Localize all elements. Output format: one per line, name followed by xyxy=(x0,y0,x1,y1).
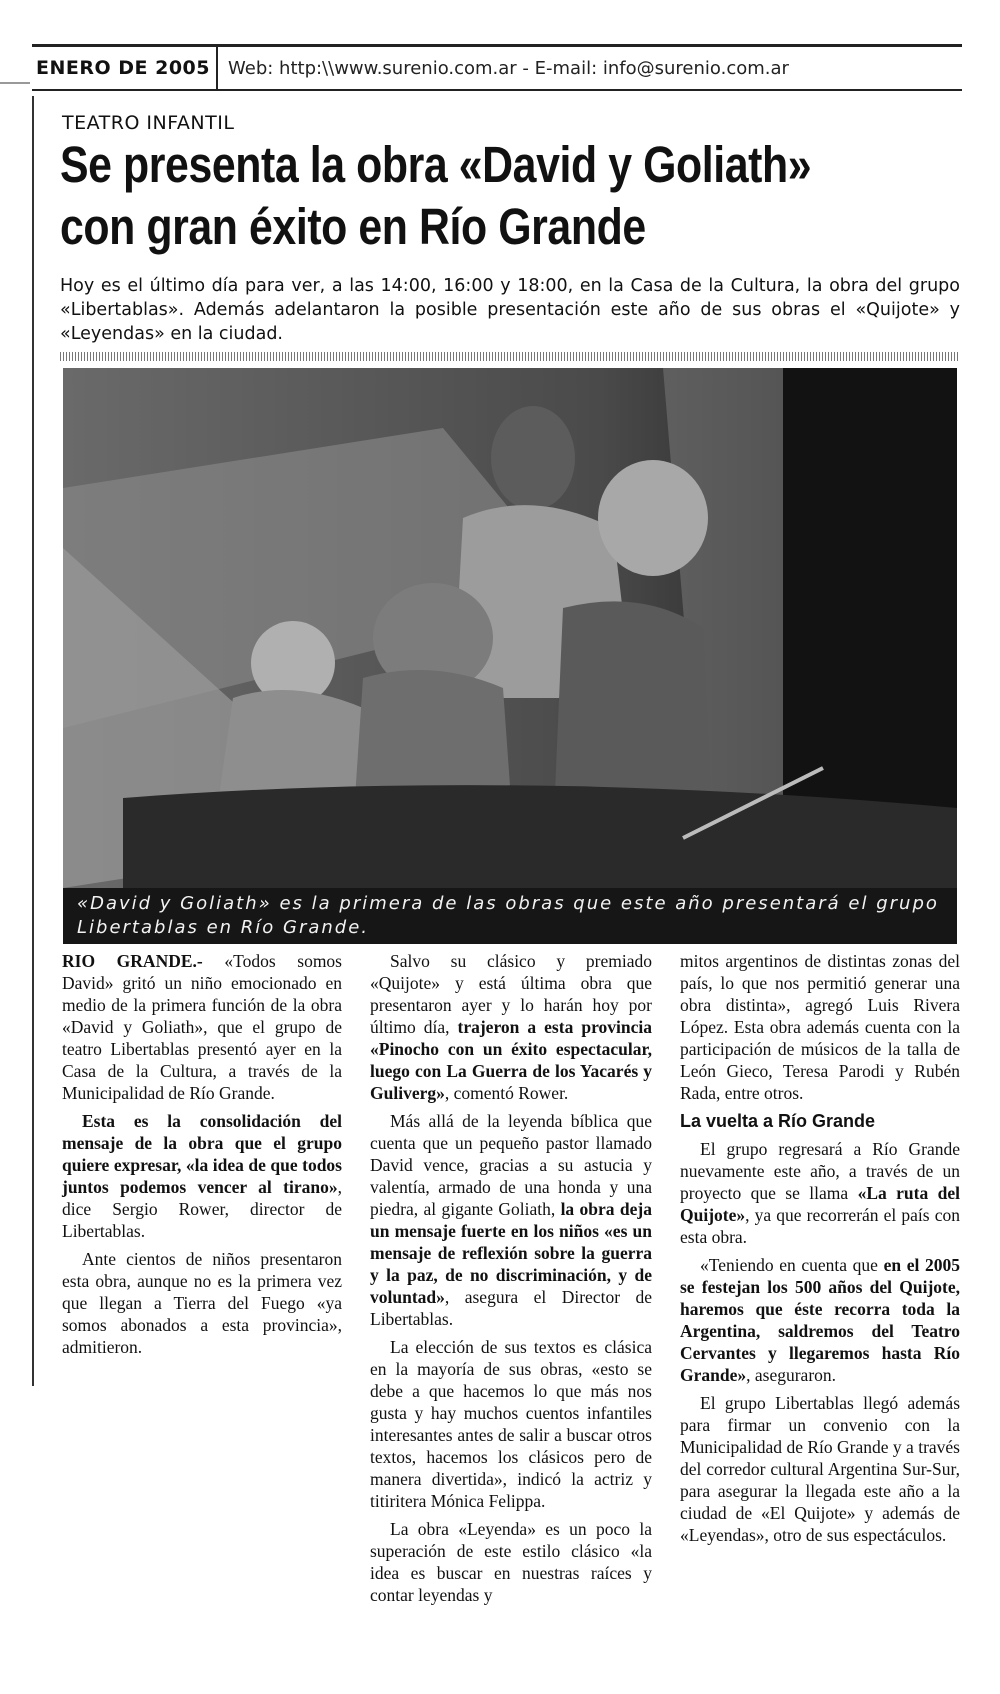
paragraph xyxy=(680,1138,960,1248)
headline-line-2: con gran éxito en Río Grande xyxy=(60,198,646,255)
paragraph xyxy=(62,1110,342,1242)
dotted-rule xyxy=(60,352,960,361)
headline-line-1: Se presenta la obra «David y Goliath» xyxy=(60,136,812,193)
web-contact: Web: http:\\www.surenio.com.ar - E-mail: info@surenio.com.ar xyxy=(228,57,789,79)
bold-text: trajeron a esta provincia «Pinocho con un éxito espectacular, luego con La Guerra de los Yacarés y Guliverg» xyxy=(370,1017,653,1103)
paragraph xyxy=(370,950,652,1104)
paragraph: Ante cientos de niños presentaron esta obra, aunque no es la primera vez que llegan a Tierra del Fuego «ya somos abonados a esta provincia», admitieron. xyxy=(62,1249,342,1357)
paragraph-text: Salvo su clásico y premiado «Quijote» y está última obra que presentaron ayer y lo harán hoy por último día, xyxy=(370,951,652,1037)
bold-text: en el 2005 se festejan los 500 años del Quijote, haremos que éste recorra toda la Argentina, saldremos del Teatro Cervantes y llegaremos hasta Río Grande» xyxy=(680,1255,960,1385)
paragraph xyxy=(680,1254,960,1386)
column-2 xyxy=(370,950,652,1612)
paragraph-text: , aseguraron. xyxy=(746,1365,837,1385)
paragraph: La obra «Leyenda» es un poco la superación de este estilo clásico «la idea es buscar en nuestras raíces y contar leyendas y xyxy=(370,1519,652,1605)
paragraph: El grupo Libertablas llegó además para firmar un convenio con la Municipalidad de Río Grande y a través del corredor cultural Argentina Sur-Sur, para asegurar la llegada este año a la ciudad de «El Quijote» y además de «Leyendas», otro de sus espectáculos. xyxy=(680,1393,960,1545)
issue-date: ENERO DE 2005 xyxy=(32,47,218,89)
lead-paragraph: Hoy es el último día para ver, a las 14:00, 16:00 y 18:00, en la Casa de la Cultura, la obra del grupo «Libertablas». Además adelantaron la posible presentación este año de sus obras el «Quijote» y «Leyendas» en la ciudad. xyxy=(60,276,960,344)
paragraph xyxy=(370,1110,652,1330)
photo-caption: «David y Goliath» es la primera de las obras que este año presentará el grupo Libertablas en Río Grande. xyxy=(63,888,957,944)
paragraph-text: , comentó Rower. xyxy=(444,1083,569,1103)
column-1 xyxy=(62,950,342,1364)
subheading: La vuelta a Río Grande xyxy=(680,1111,876,1131)
headline xyxy=(60,134,816,258)
paragraph-text: Más allá de la leyenda bíblica que cuenta que un pequeño pastor llamado David vence, gracias a su astucia y valentía, armado de una honda y una piedra, al gigante Goliath, xyxy=(370,1111,652,1219)
paragraph-text: , asegura el Director de Libertablas. xyxy=(370,1287,652,1329)
paragraph: La elección de sus textos es clásica en la mayoría de sus obras, «esto se debe a que hacemos lo que más nos gusta y hay muchos cuentos infantiles interesantes antes de salir a buscar otros textos, hacemos los clásicos pero de manera divertida», indicó la actriz y titiritera Mónica Felippa. xyxy=(370,1337,652,1511)
paragraph: mitos argentinos de distintas zonas del país, lo que nos permitió generar una obra distinta», agregó Luis Rivera López. Esta obra además cuenta con la participación de músicos de la talla de León Gieco, Teresa Parodi y Rubén Rada, entre otros. xyxy=(680,951,960,1103)
paragraph xyxy=(62,950,342,1104)
newspaper-header xyxy=(32,44,962,91)
bold-text: «La ruta del Quijote» xyxy=(680,1183,960,1225)
paragraph-text: «Todos somos David» gritó un niño emocionado en medio de la primera función de la obra «David y Goliath», que el grupo de teatro Libertablas presentó ayer en la Casa de la Cultura, a través de la Municipalidad de Río Grande. xyxy=(62,951,342,1103)
bold-text: Esta es la consolidación del mensaje de la obra que el grupo quiere expresar, «la idea de que todos juntos podemos vencer al tirano» xyxy=(62,1111,342,1197)
paragraph-text: El grupo regresará a Río Grande nuevamente este año, a través de un proyecto que se llama xyxy=(680,1139,960,1203)
paragraph-text: , dice Sergio Rower, director de Libertablas. xyxy=(62,1177,342,1241)
stage-photo-icon xyxy=(63,368,957,888)
paragraph-text: , ya que recorrerán el país con esta obra. xyxy=(680,1205,960,1247)
dateline: RIO GRANDE.- xyxy=(62,951,203,971)
bold-text: la obra deja un mensaje fuerte en los niños «es un mensaje de reflexión sobre la guerra y la paz, de no discriminación, y de voluntad» xyxy=(370,1199,652,1307)
paragraph-text: «Teniendo en cuenta que xyxy=(700,1255,884,1275)
scan-edge-line xyxy=(0,82,30,84)
column-3 xyxy=(680,950,960,1552)
section-label: TEATRO INFANTIL xyxy=(62,112,235,134)
